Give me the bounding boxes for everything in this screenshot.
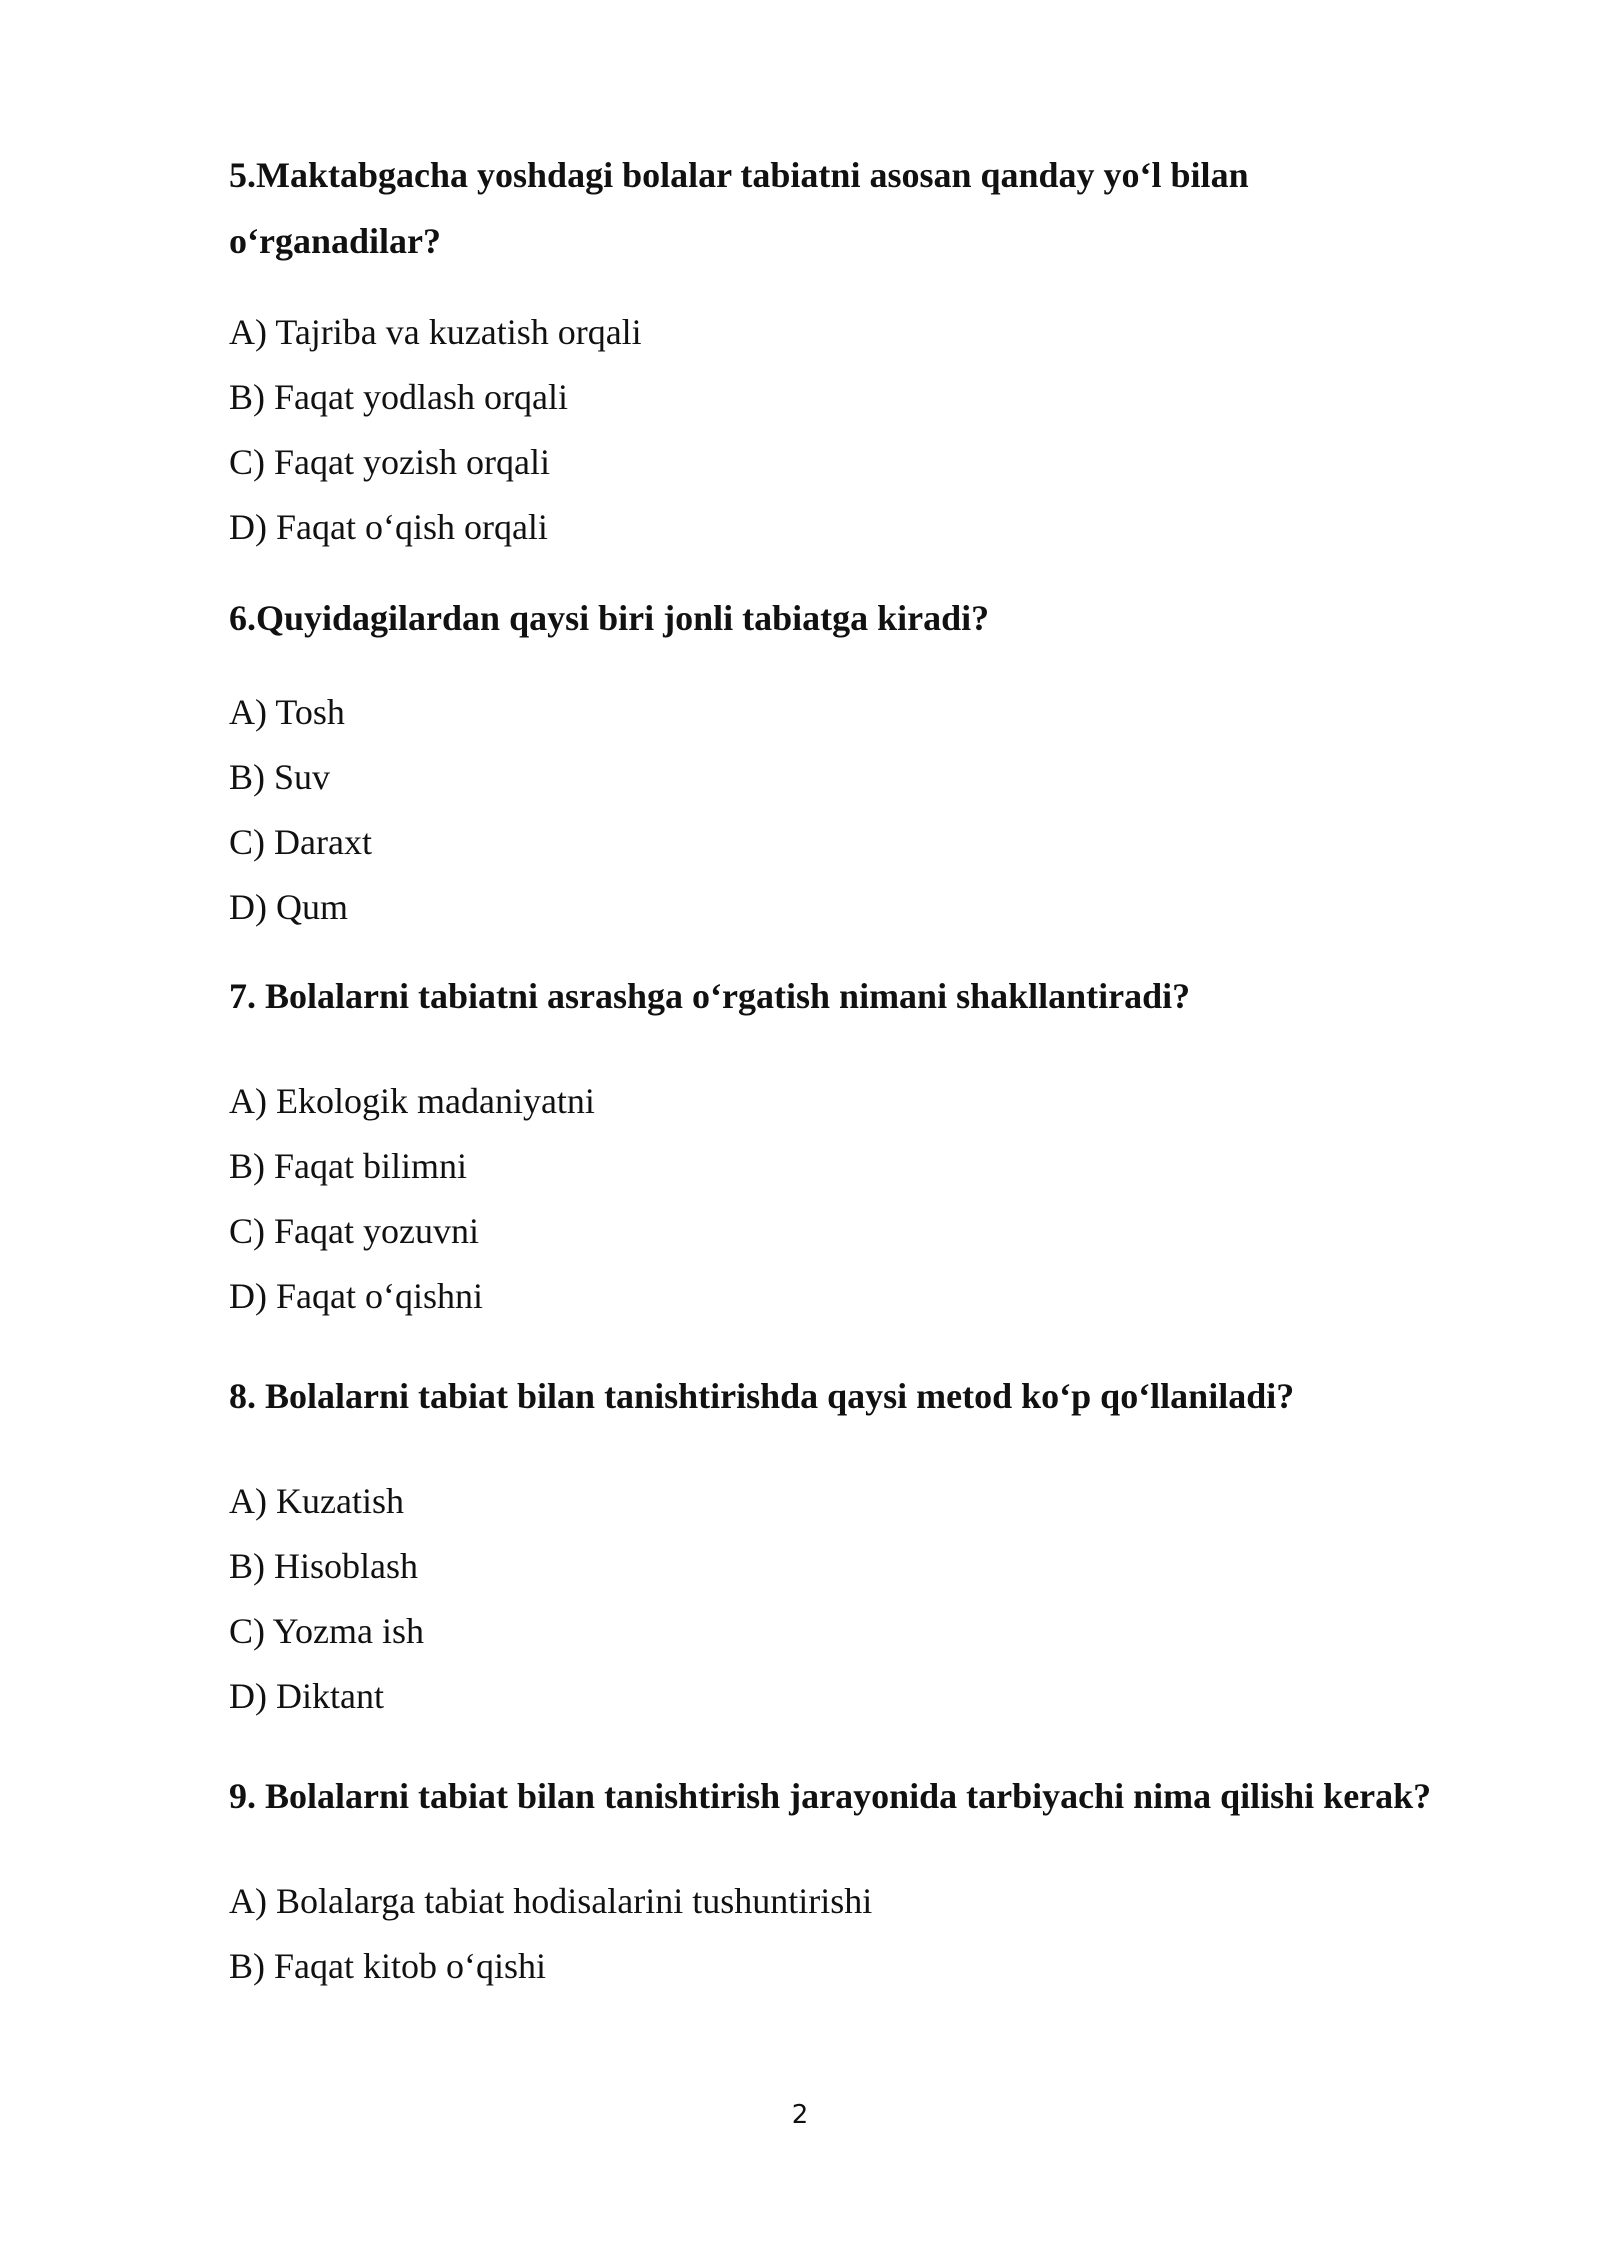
question-7-option-d: D) Faqat o‘qishni xyxy=(229,1276,483,1316)
question-9-title: 9. Bolalarni tabiat bilan tanishtirish jarayonida tarbiyachi nima qilishi kerak? xyxy=(229,1776,1432,1816)
question-7-option-b: B) Faqat bilimni xyxy=(229,1146,467,1186)
question-5-title xyxy=(229,142,1249,274)
question-7-option-a: A) Ekologik madaniyatni xyxy=(229,1081,595,1121)
page-number: 2 xyxy=(791,2100,809,2130)
question-5-option-a: A) Tajriba va kuzatish orqali xyxy=(229,312,642,352)
question-9-option-a: A) Bolalarga tabiat hodisalarini tushuntirishi xyxy=(229,1881,873,1921)
question-7-option-c: C) Faqat yozuvni xyxy=(229,1211,479,1251)
question-6-option-d: D) Qum xyxy=(229,887,348,927)
question-5-option-b: B) Faqat yodlash orqali xyxy=(229,377,568,417)
question-5-title-line1: 5.Maktabgacha yoshdagi bolalar tabiatni asosan qanday yo‘l bilan xyxy=(229,155,1249,195)
question-5-option-c: C) Faqat yozish orqali xyxy=(229,442,550,482)
question-6-option-a: A) Tosh xyxy=(229,692,345,732)
question-5-title-line2: o‘rganadilar? xyxy=(229,221,441,261)
question-8-title: 8. Bolalarni tabiat bilan tanishtirishda qaysi metod ko‘p qo‘llaniladi? xyxy=(229,1376,1295,1416)
question-6-option-b: B) Suv xyxy=(229,757,331,797)
question-8-option-d: D) Diktant xyxy=(229,1676,384,1716)
question-7-title: 7. Bolalarni tabiatni asrashga o‘rgatish nimani shakllantiradi? xyxy=(229,976,1191,1016)
question-8-option-c: C) Yozma ish xyxy=(229,1611,425,1651)
question-9-option-b: B) Faqat kitob o‘qishi xyxy=(229,1946,546,1986)
question-8-option-b: B) Hisoblash xyxy=(229,1546,418,1586)
question-6-option-c: C) Daraxt xyxy=(229,822,372,862)
question-5-option-d: D) Faqat o‘qish orqali xyxy=(229,507,548,547)
question-6-title: 6.Quyidagilardan qaysi biri jonli tabiatga kiradi? xyxy=(229,598,990,638)
question-8-option-a: A) Kuzatish xyxy=(229,1481,404,1521)
